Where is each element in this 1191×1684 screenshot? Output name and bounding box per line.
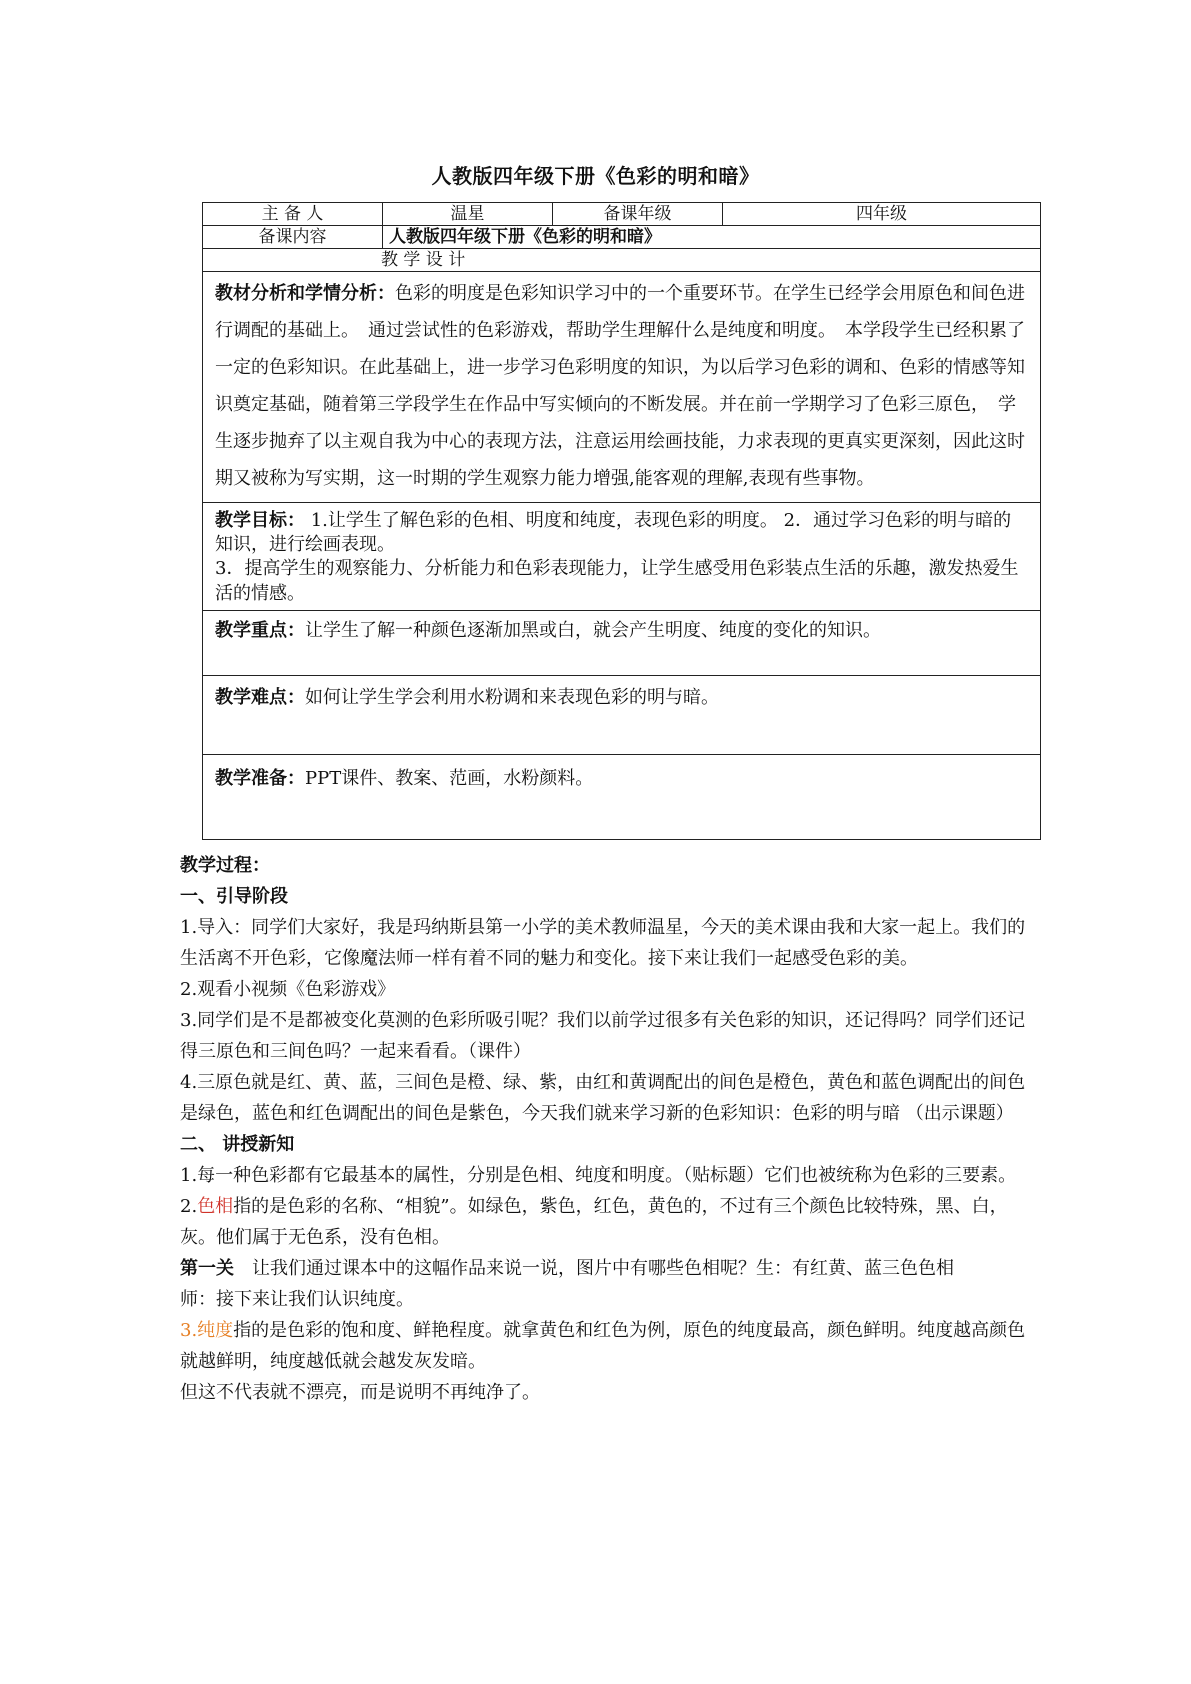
prep-label: 教学准备： <box>215 767 305 789</box>
grade-value: 四年级 <box>723 203 1041 226</box>
table-row <box>203 610 1041 675</box>
teaching-process <box>180 850 1030 1408</box>
section-1-heading: 一、引导阶段 <box>180 886 288 907</box>
term-hue: 色相 <box>197 1196 234 1217</box>
content-value: 人教版四年级下册《色彩的明和暗》 <box>383 226 1041 249</box>
table-row <box>203 675 1041 754</box>
goals-label: 教学目标： <box>215 509 305 531</box>
goals-text-1: 1.让学生了解色彩的色相、明度和纯度，表现色彩的明度。 2．通过学习色彩的明与暗的知识，进行绘画表现。 <box>215 509 1012 555</box>
prep-cell <box>203 754 1041 839</box>
paragraph: 2.观看小视频《色彩游戏》 <box>180 979 396 1000</box>
content-label: 备课内容 <box>203 226 383 249</box>
paragraph: 1.导入：同学们大家好，我是玛纳斯县第一小学的美术教师温星，今天的美术课由我和大家一起上。我们的生活离不开色彩，它像魔法师一样有着不同的魅力和变化。接下来让我们一起感受色彩的美。 <box>180 917 1026 969</box>
table-row <box>203 272 1041 502</box>
difficulty-cell <box>203 675 1041 754</box>
paragraph <box>180 1191 1030 1253</box>
paragraph <box>180 1253 1030 1284</box>
prep-text: PPT课件、教案、范画，水粉颜料。 <box>305 767 594 789</box>
paragraph: 但这不代表就不漂亮，而是说明不再纯净了。 <box>180 1382 540 1403</box>
preparer-value: 温星 <box>383 203 553 226</box>
analysis-label: 教材分析和学情分析： <box>215 283 395 305</box>
key-point-label: 教学重点： <box>215 619 305 641</box>
goals-text-2: 3．提高学生的观察能力、分析能力和色彩表现能力，让学生感受用色彩装点生活的乐趣，激发热爱生活的情感。 <box>215 558 1019 604</box>
key-point-cell <box>203 610 1041 675</box>
paragraph-text: 指的是色彩的饱和度、鲜艳程度。就拿黄色和红色为例，原色的纯度最高，颜色鲜明。纯度越高颜色就越鲜明，纯度越低就会越发灰发暗。 <box>180 1320 1026 1372</box>
paragraph-text: 指的是色彩的名称、“相貌”。如绿色，紫色，红色，黄色的，不过有三个颜色比较特殊，黑、白，灰。他们属于无色系，没有色相。 <box>180 1196 1008 1248</box>
difficulty-label: 教学难点： <box>215 686 305 708</box>
paragraph: 1.每一种色彩都有它最基本的属性，分别是色相、纯度和明度。（贴标题）它们也被统称为色彩的三要素。 <box>180 1165 1017 1186</box>
paragraph-text: 让我们通过课本中的这幅作品来说一说，图片中有哪些色相呢？生：有红黄、蓝三色色相 <box>234 1258 954 1279</box>
key-point-text: 让学生了解一种颜色逐渐加黑或白，就会产生明度、纯度的变化的知识。 <box>305 619 881 641</box>
level-one-label: 第一关 <box>180 1258 234 1279</box>
goals-cell <box>203 502 1041 610</box>
design-heading-cell <box>203 249 1041 272</box>
paragraph: 师：接下来让我们认识纯度。 <box>180 1289 414 1310</box>
analysis-text: 色彩的明度是色彩知识学习中的一个重要环节。在学生已经学会用原色和间色进行调配的基础上。 通过尝试性的色彩游戏，帮助学生理解什么是纯度和明度。 本学段学生已经积累了一定的色彩知识。在此基础上，进一步学习色彩明度的知识，为以后学习色彩的调和、色彩的情感等知识奠定基础，随着第三学段学生在作品中写实倾向的不断发展。并在前一学期学习了色彩三原色， 学生逐步抛弃了以主观自我为中心的表现方法，注意运用绘画技能，力求表现的更真实更深刻，因此这时期又被称为写实期，这一时期的学生观察力能力增强,能客观的理解,表现有些事物。 <box>215 283 1025 489</box>
paragraph <box>180 1315 1030 1377</box>
list-number: 2. <box>180 1196 198 1217</box>
paragraph: 4.三原色就是红、黄、蓝，三间色是橙、绿、紫，由红和黄调配出的间色是橙色，黄色和蓝色调配出的间色是绿色，蓝色和红色调配出的间色是紫色，今天我们就来学习新的色彩知识：色彩的明与暗 （出示课题） <box>180 1072 1026 1124</box>
table-row <box>203 754 1041 839</box>
process-heading: 教学过程： <box>180 855 270 876</box>
table-row <box>203 226 1041 249</box>
analysis-cell <box>203 272 1041 502</box>
table-row <box>203 249 1041 272</box>
design-heading: 教 学 设 计 <box>381 250 466 271</box>
term-saturation: 3.纯度 <box>180 1320 234 1341</box>
page-title: 人教版四年级下册《色彩的明和暗》 <box>431 164 760 188</box>
section-2-heading: 二、 讲授新知 <box>180 1134 295 1155</box>
paragraph: 3.同学们是不是都被变化莫测的色彩所吸引呢？我们以前学过很多有关色彩的知识，还记得吗？同学们还记得三原色和三间色吗？一起来看看。（课件） <box>180 1010 1026 1062</box>
preparer-label: 主 备 人 <box>203 203 383 226</box>
table-row <box>203 203 1041 226</box>
lesson-plan-table <box>202 202 1041 840</box>
grade-label: 备课年级 <box>553 203 723 226</box>
difficulty-text: 如何让学生学会利用水粉调和来表现色彩的明与暗。 <box>305 686 719 708</box>
table-row <box>203 502 1041 610</box>
